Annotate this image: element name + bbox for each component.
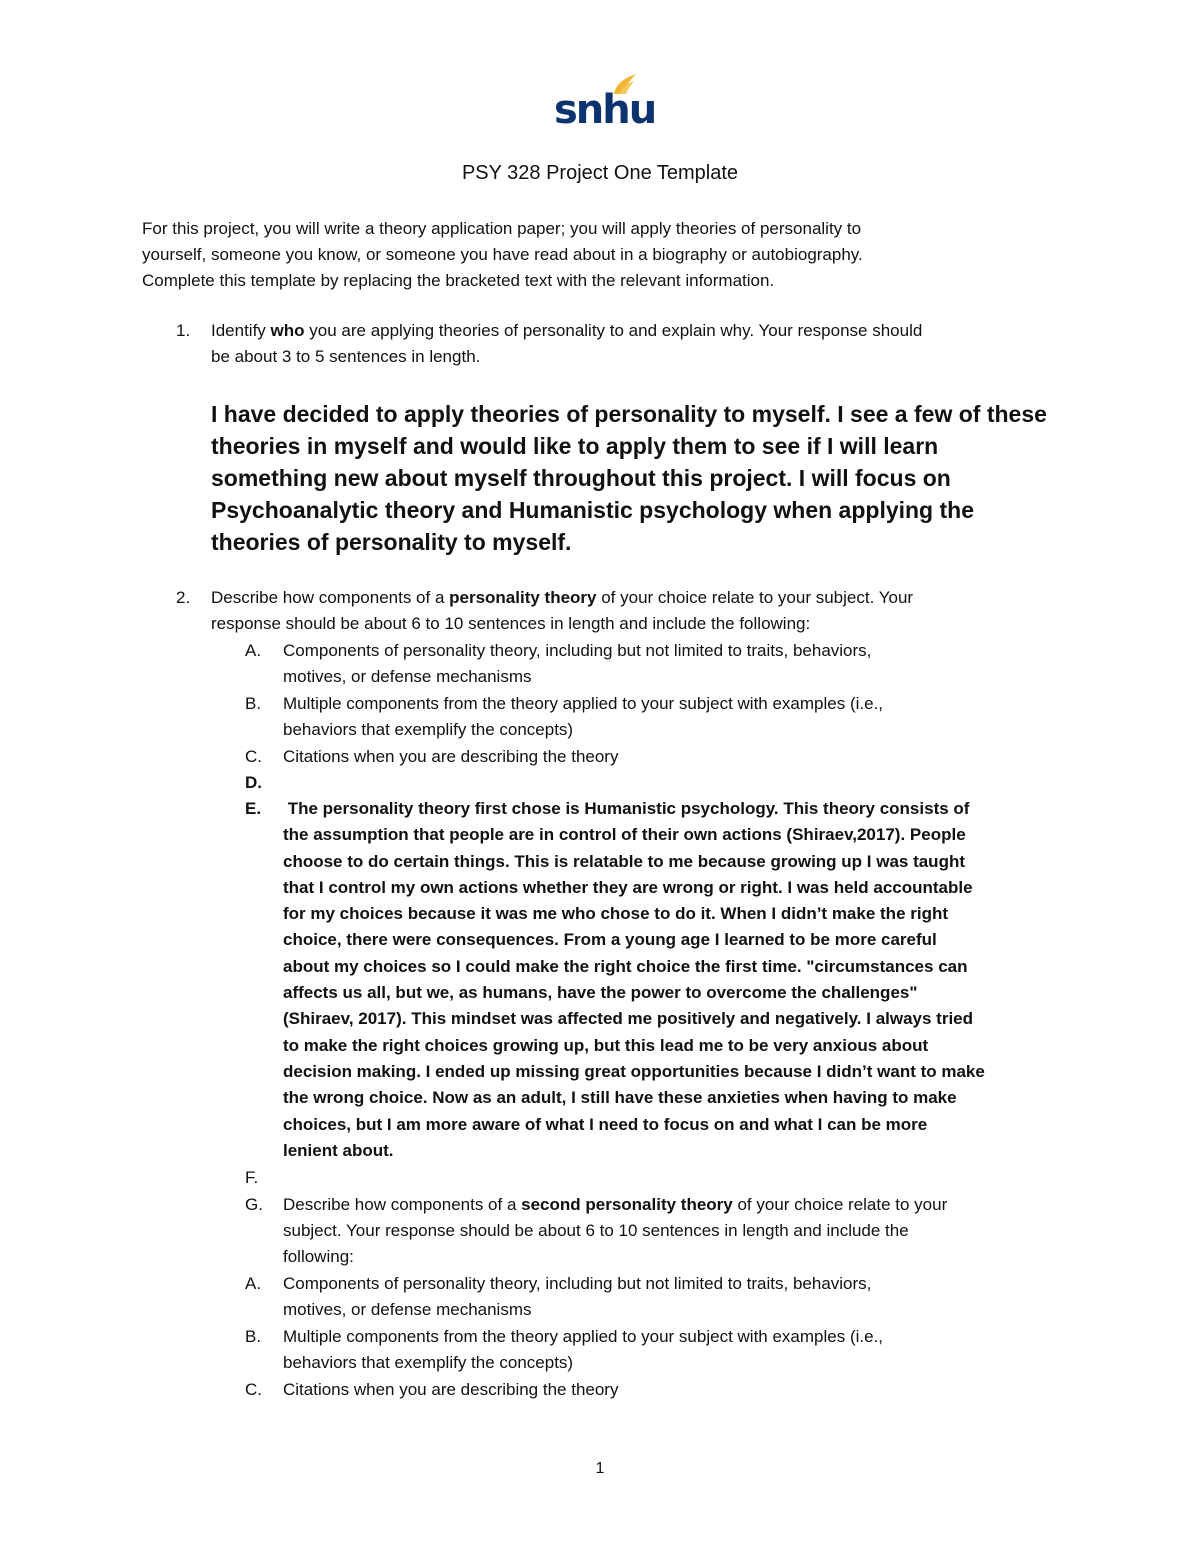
question-text bbox=[211, 585, 1071, 637]
answer-1 bbox=[211, 398, 1081, 558]
answer-line: choice, there were consequences. From a young age I learned to be more careful bbox=[283, 930, 937, 950]
answer-2 bbox=[283, 796, 1073, 1164]
answer-line: the wrong choice. Now as an adult, I still have these anxieties when having to make bbox=[283, 1088, 957, 1108]
sub-marker: B. bbox=[245, 694, 262, 713]
sub-item-line: behaviors that exemplify the concepts) bbox=[283, 1353, 574, 1372]
question-suffix: you are applying theories of personality to and explain why. Your response should bbox=[304, 321, 923, 340]
sub-marker: D. bbox=[245, 773, 262, 792]
snhu-logo bbox=[552, 72, 656, 134]
answer-line: about my choices so I could make the right choice the first time. "circumstances can bbox=[283, 956, 968, 976]
question-line bbox=[211, 585, 1071, 611]
sub-item-line: motives, or defense mechanisms bbox=[283, 667, 532, 686]
question-line bbox=[211, 318, 1071, 344]
answer-line: for my choices because it was me who chose to do it. When I didn’t make the right bbox=[283, 904, 949, 924]
sub-marker: G. bbox=[245, 1195, 263, 1214]
answer-line: I have decided to apply theories of personality to myself. I see a few of these bbox=[211, 401, 1047, 427]
sub-item-line: behaviors that exemplify the concepts) bbox=[283, 720, 574, 739]
sub-item bbox=[283, 638, 1073, 690]
sub-item-line: Multiple components from the theory applied to your subject with examples (i.e., bbox=[283, 694, 884, 713]
sub-marker: C. bbox=[245, 1380, 262, 1399]
sub-item bbox=[283, 1377, 1073, 1403]
question-3 bbox=[283, 1192, 1073, 1270]
page-title: PSY 328 Project One Template bbox=[461, 162, 739, 184]
question-emphasis: personality theory bbox=[449, 588, 597, 607]
sub-item-line: Multiple components from the theory applied to your subject with examples (i.e., bbox=[283, 1327, 884, 1346]
intro-paragraph bbox=[142, 216, 1062, 294]
sub-item bbox=[283, 691, 1073, 743]
question-prefix: Describe how components of a bbox=[211, 588, 450, 607]
question-emphasis: who bbox=[270, 321, 305, 340]
answer-line: theories in myself and would like to apply them to see if I will learn bbox=[211, 433, 939, 459]
answer-line: the assumption that people are in control of their own actions (Shiraev,2017). People bbox=[283, 825, 966, 845]
answer-line: something new about myself throughout this project. I will focus on bbox=[211, 465, 951, 491]
question-prefix: Identify bbox=[211, 321, 271, 340]
question-suffix: of your choice relate to your bbox=[732, 1195, 948, 1214]
sub-marker: E. bbox=[245, 799, 262, 818]
intro-line: yourself, someone you know, or someone you have read about in a biography or autobiography. bbox=[142, 245, 863, 264]
sub-item-line: Citations when you are describing the theory bbox=[283, 747, 619, 766]
sub-item bbox=[283, 744, 1073, 770]
answer-line: affects us all, but we, as humans, have the power to overcome the challenges" bbox=[283, 983, 918, 1003]
question-text bbox=[211, 318, 1071, 370]
list-marker: 1. bbox=[176, 321, 191, 340]
answer-line: Psychoanalytic theory and Humanistic psychology when applying the bbox=[211, 497, 974, 523]
question-line: following: bbox=[283, 1247, 354, 1266]
question-prefix: Describe how components of a bbox=[283, 1195, 522, 1214]
sub-item-line: Components of personality theory, including but not limited to traits, behaviors, bbox=[283, 1274, 872, 1293]
answer-line: theories of personality to myself. bbox=[211, 529, 572, 555]
question-line bbox=[283, 1192, 1073, 1218]
answer-line: choices, but I am more aware of what I need to focus on and what I can be more bbox=[283, 1114, 928, 1134]
sub-item bbox=[283, 1324, 1073, 1376]
answer-line: lenient about. bbox=[283, 1140, 394, 1160]
answer-line: to make the right choices growing up, but this lead me to be very anxious about bbox=[283, 1035, 929, 1055]
sub-marker: C. bbox=[245, 747, 262, 766]
question-suffix: of your choice relate to your subject. Your bbox=[596, 588, 914, 607]
answer-line: The personality theory first chose is Humanistic psychology. This theory consists of bbox=[283, 799, 970, 818]
sub-item-line: Components of personality theory, including but not limited to traits, behaviors, bbox=[283, 641, 872, 660]
sub-marker: A. bbox=[245, 641, 262, 660]
list-marker: 2. bbox=[176, 588, 191, 607]
sub-marker: F. bbox=[245, 1168, 259, 1187]
sub-item-line: motives, or defense mechanisms bbox=[283, 1300, 532, 1319]
question-emphasis: second personality theory bbox=[521, 1195, 733, 1214]
answer-line: choose to do certain things. This is relatable to me because growing up I was taught bbox=[283, 851, 966, 871]
question-line: be about 3 to 5 sentences in length. bbox=[211, 347, 481, 366]
sub-marker: B. bbox=[245, 1327, 262, 1346]
page-number: 1 bbox=[595, 1460, 605, 1477]
answer-line: decision making. I ended up missing great opportunities because I didn’t want to make bbox=[283, 1061, 985, 1081]
answer-line: that I control my own actions whether they are wrong or right. I was held accountable bbox=[283, 877, 973, 897]
logo-wordmark: snhu bbox=[554, 87, 656, 133]
sub-item bbox=[283, 1271, 1073, 1323]
sub-item-line: Citations when you are describing the theory bbox=[283, 1380, 619, 1399]
question-line: subject. Your response should be about 6 to 10 sentences in length and include the bbox=[283, 1221, 909, 1240]
question-line: response should be about 6 to 10 sentences in length and include the following: bbox=[211, 614, 811, 633]
intro-line: For this project, you will write a theory application paper; you will apply theories of personality to bbox=[142, 219, 862, 238]
sub-marker: A. bbox=[245, 1274, 262, 1293]
answer-line: (Shiraev, 2017). This mindset was affected me positively and negatively. I always tried bbox=[283, 1009, 974, 1029]
intro-line: Complete this template by replacing the bracketed text with the relevant information. bbox=[142, 271, 775, 290]
